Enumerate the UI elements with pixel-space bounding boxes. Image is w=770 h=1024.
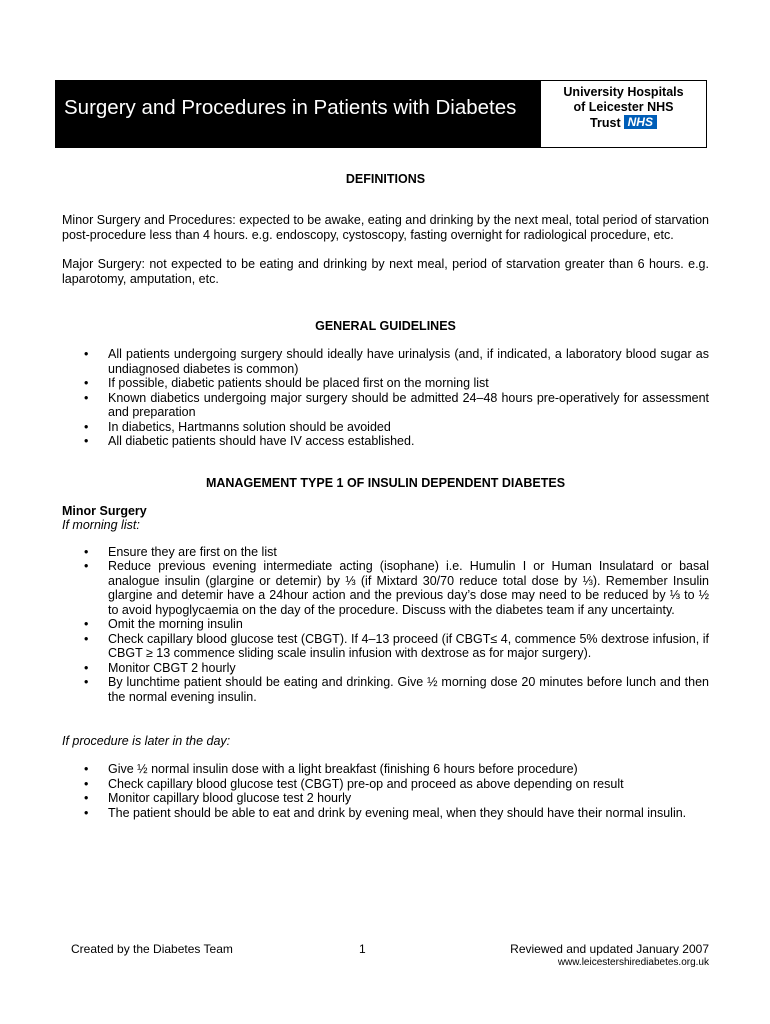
list-item: • Check capillary blood glucose test (CBGT). If 4–13 proceed (if CBGT≤ 4, commence 5% dextrose infusion, if CBGT ≥ 13 commence sliding scale insulin infusion with dextrose as for major surgery).	[108, 632, 709, 661]
guidelines-list	[62, 347, 709, 449]
list-item: • Monitor CBGT 2 hourly	[108, 661, 709, 676]
definition-minor: Minor Surgery and Procedures: expected to be awake, eating and drinking by the next meal, total period of starvation post-procedure less than 4 hours. e.g. endoscopy, cystoscopy, fasting overnight for radiological procedure, etc.	[62, 213, 709, 242]
list-item: • Give ½ normal insulin dose with a light breakfast (finishing 6 hours before procedure)	[108, 762, 709, 777]
list-item: • Omit the morning insulin	[108, 617, 709, 632]
later-list	[62, 762, 709, 820]
footer-review-date: Reviewed and updated January 2007	[510, 942, 709, 956]
org-line-3-text: Trust	[590, 116, 621, 130]
organisation-block	[541, 81, 706, 147]
management-heading: MANAGEMENT TYPE 1 OF INSULIN DEPENDENT DIABETES	[205, 475, 566, 490]
morning-list	[62, 545, 709, 705]
list-item: • Reduce previous evening intermediate acting (isophane) i.e. Humulin I or Human Insulatard or basal analogue insulin (glargine or detemir) by ⅓ (if Mixtard 30/70 reduce total dose by ⅓). Remember Insulin glargine and detemir have a 24hour action and the previous day’s dose may need to be reduced by ⅓ to ½ to avoid hypoglycaemia on the day of the procedure. Discuss with the diabetes team if any uncertainty.	[108, 559, 709, 617]
org-line-1: University Hospitals	[563, 85, 684, 99]
footer-author: Created by the Diabetes Team	[71, 942, 233, 956]
nhs-logo-icon: NHS	[624, 115, 657, 129]
list-item: • The patient should be able to eat and drink by evening meal, when they should have their normal insulin.	[108, 806, 709, 821]
definitions-heading: DEFINITIONS	[345, 172, 426, 186]
list-item: • By lunchtime patient should be eating and drinking. Give ½ morning dose 20 minutes before lunch and then the normal evening insulin.	[108, 675, 709, 704]
list-item: • All patients undergoing surgery should ideally have urinalysis (and, if indicated, a laboratory blood sugar as undiagnosed diabetes is common)	[108, 347, 709, 376]
definition-major: Major Surgery: not expected to be eating and drinking by next meal, period of starvation greater than 6 hours. e.g. laparotomy, amputation, etc.	[62, 257, 709, 286]
document-title: Surgery and Procedures in Patients with Diabetes	[56, 81, 541, 147]
org-line-3	[541, 115, 706, 131]
later-procedure-label: If procedure is later in the day:	[62, 734, 231, 748]
org-line-2: of Leicester NHS	[573, 100, 674, 114]
list-item: • Known diabetics undergoing major surgery should be admitted 24–48 hours pre-operatively for assessment and preparation	[108, 391, 709, 420]
list-item: • All diabetic patients should have IV access established.	[108, 434, 709, 449]
page-number: 1	[359, 942, 366, 956]
list-item: • Monitor capillary blood glucose test 2 hourly	[108, 791, 709, 806]
document-header	[55, 80, 707, 148]
list-item: • Ensure they are first on the list	[108, 545, 709, 560]
list-item: • Check capillary blood glucose test (CBGT) pre-op and proceed as above depending on result	[108, 777, 709, 792]
guidelines-heading: GENERAL GUIDELINES	[315, 319, 456, 333]
list-item: • In diabetics, Hartmanns solution should be avoided	[108, 420, 709, 435]
minor-surgery-title: Minor Surgery	[62, 503, 147, 518]
morning-list-label: If morning list:	[62, 517, 140, 532]
footer-review	[510, 942, 709, 970]
document-body	[62, 172, 709, 820]
footer-url: www.leicestershirediabetes.org.uk	[557, 957, 709, 968]
list-item: • If possible, diabetic patients should be placed first on the morning list	[108, 376, 709, 391]
